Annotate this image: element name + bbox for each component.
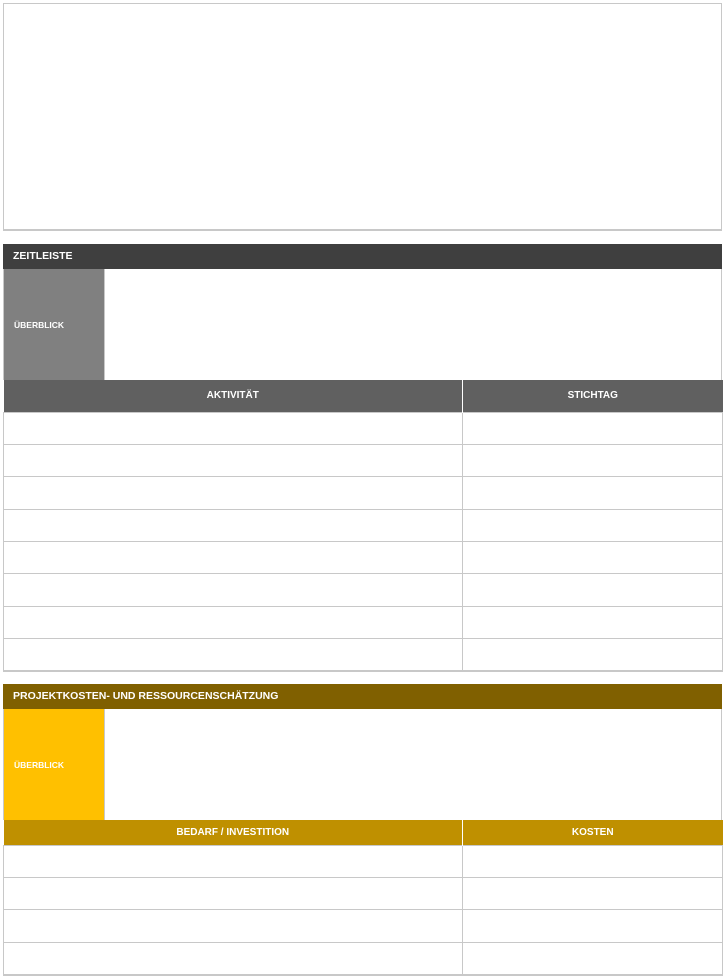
table-cell[interactable]	[4, 412, 463, 444]
table-row	[4, 910, 723, 942]
table-row	[4, 509, 723, 541]
table-row	[4, 477, 723, 509]
table-cell[interactable]	[463, 412, 723, 444]
table-row	[4, 639, 723, 671]
table-cell[interactable]	[463, 606, 723, 638]
column-header-requirement: BEDARF / INVESTITION	[4, 820, 463, 845]
table-row	[4, 942, 723, 974]
costs-table	[3, 820, 723, 976]
table-cell[interactable]	[4, 639, 463, 671]
costs-overview	[3, 709, 722, 820]
timeline-overview	[3, 269, 722, 380]
table-cell[interactable]	[463, 942, 723, 974]
table-cell[interactable]	[463, 509, 723, 541]
timeline-table-header-row	[4, 380, 723, 412]
column-header-deadline: STICHTAG	[463, 380, 723, 412]
table-cell[interactable]	[4, 845, 463, 877]
table-row	[4, 412, 723, 444]
costs-table-header-row	[4, 820, 723, 845]
table-cell[interactable]	[463, 910, 723, 942]
timeline-table	[3, 380, 723, 672]
table-row	[4, 845, 723, 877]
table-cell[interactable]	[4, 942, 463, 974]
table-row	[4, 574, 723, 606]
table-cell[interactable]	[463, 845, 723, 877]
table-cell[interactable]	[463, 574, 723, 606]
table-cell[interactable]	[463, 444, 723, 476]
table-cell[interactable]	[4, 574, 463, 606]
costs-header: PROJEKTKOSTEN- UND RESSOURCENSCHÄTZUNG	[3, 684, 722, 709]
costs-table-body	[4, 845, 723, 975]
timeline-table-body	[4, 412, 723, 671]
top-text-box[interactable]	[3, 3, 722, 231]
column-header-activity: AKTIVITÄT	[4, 380, 463, 412]
table-cell[interactable]	[463, 477, 723, 509]
table-cell[interactable]	[4, 542, 463, 574]
table-cell[interactable]	[4, 606, 463, 638]
table-row	[4, 877, 723, 909]
timeline-header: ZEITLEISTE	[3, 244, 722, 269]
table-cell[interactable]	[4, 444, 463, 476]
timeline-section	[3, 244, 722, 672]
table-cell[interactable]	[4, 477, 463, 509]
timeline-overview-content[interactable]	[104, 269, 721, 380]
column-header-cost: KOSTEN	[463, 820, 723, 845]
timeline-overview-label: ÜBERBLICK	[4, 269, 104, 380]
table-row	[4, 444, 723, 476]
table-cell[interactable]	[463, 639, 723, 671]
table-row	[4, 606, 723, 638]
table-cell[interactable]	[463, 877, 723, 909]
costs-section	[3, 684, 722, 976]
table-cell[interactable]	[463, 542, 723, 574]
table-row	[4, 542, 723, 574]
table-cell[interactable]	[4, 910, 463, 942]
table-cell[interactable]	[4, 509, 463, 541]
table-cell[interactable]	[4, 877, 463, 909]
costs-overview-content[interactable]	[104, 709, 721, 820]
costs-overview-label: ÜBERBLICK	[4, 709, 104, 820]
